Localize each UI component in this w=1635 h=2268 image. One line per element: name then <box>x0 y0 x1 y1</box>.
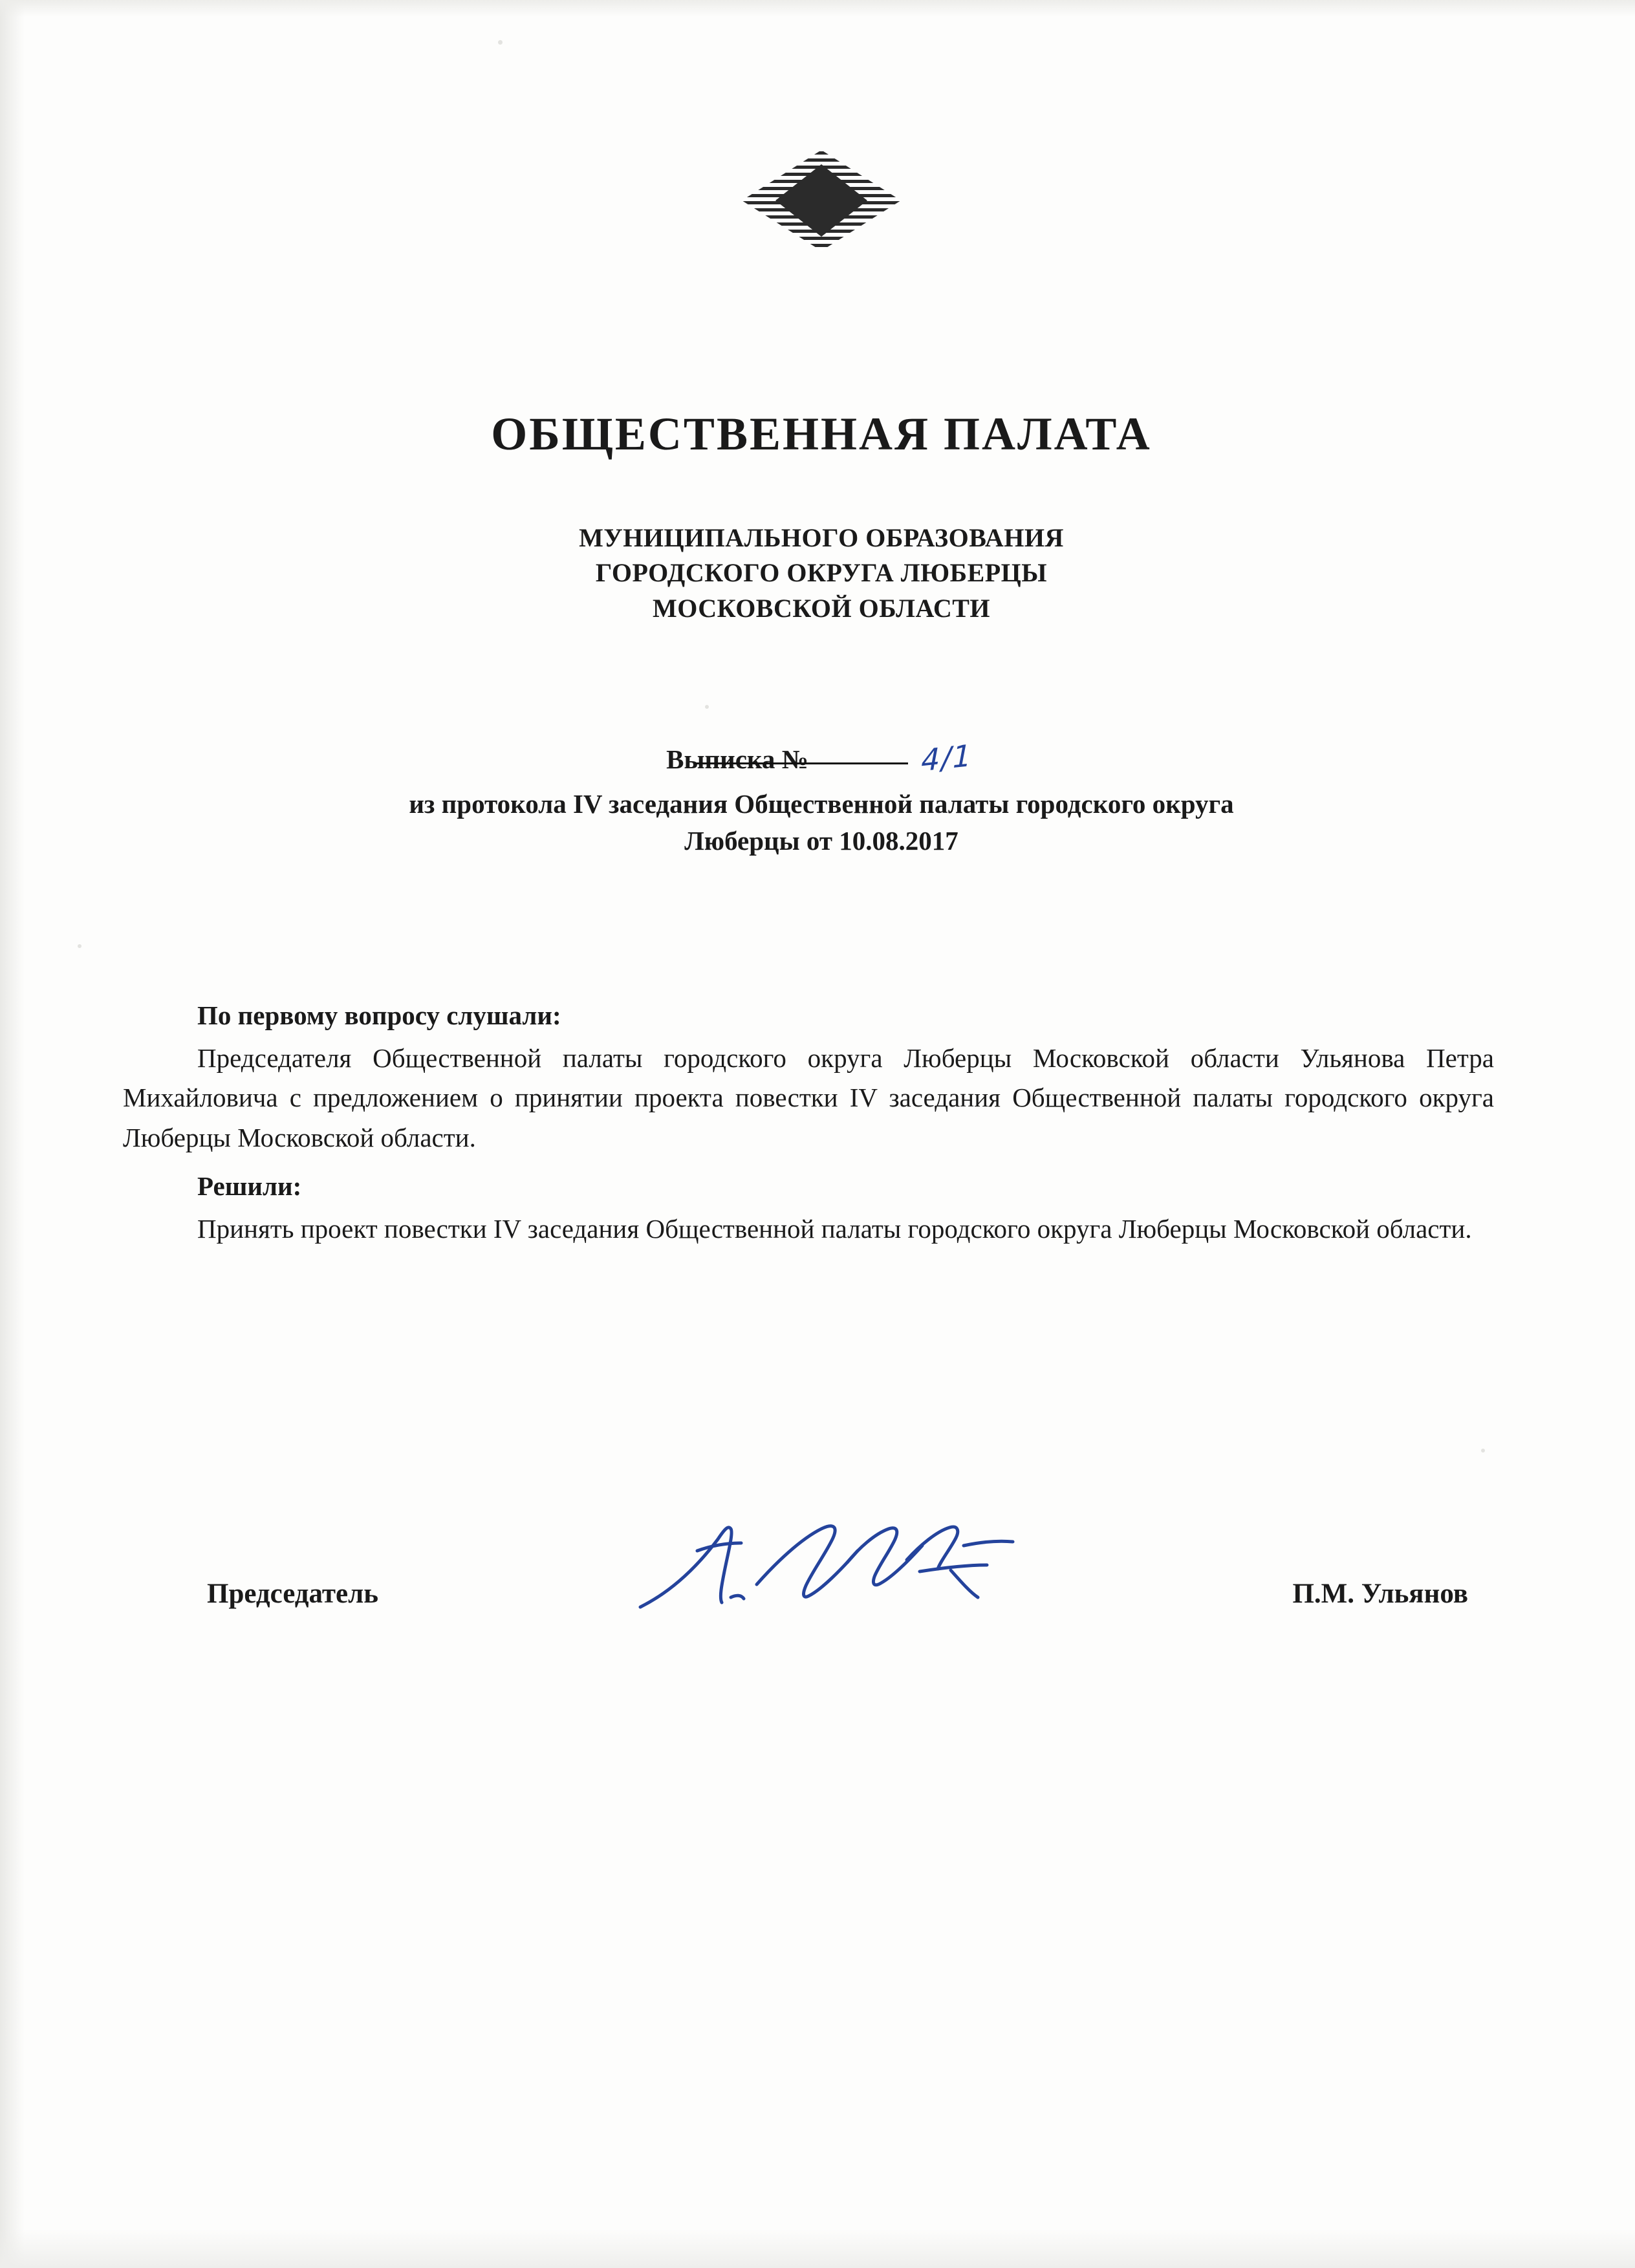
signature-role: Председатель <box>207 1579 378 1609</box>
organization-subtitle <box>116 521 1526 626</box>
scan-shadow-top <box>0 0 1635 17</box>
extract-number-row <box>116 737 1526 779</box>
heading-decided: Решили: <box>197 1171 302 1201</box>
extract-line-3: Люберцы от 10.08.2017 <box>684 826 958 856</box>
extract-number-underline <box>695 762 908 764</box>
extract-line-2: из протокола IV заседания Общественной палаты городского округа <box>409 789 1234 819</box>
signature-mark-icon <box>627 1500 1028 1636</box>
document-body <box>123 996 1494 1250</box>
scan-speck <box>498 40 503 45</box>
extract-label: Выписка № <box>666 744 808 774</box>
scan-shadow-left <box>0 0 25 2268</box>
extract-header <box>116 737 1526 860</box>
logo-container <box>116 149 1526 252</box>
page-title: ОБЩЕСТВЕННАЯ ПАЛАТА <box>491 408 1152 460</box>
subtitle-line-3: МОСКОВСКОЙ ОБЛАСТИ <box>652 593 991 623</box>
scan-shadow-bottom <box>0 2229 1635 2268</box>
paragraph-heard: Председателя Общественной палаты городского округа Люберцы Московской области Ульянова Петра Михайловича с предложением о принятии проекта повестки IV заседания Общественной палаты городского округа Люберцы Московской области. <box>123 1042 1494 1152</box>
scan-speck <box>1481 1449 1485 1453</box>
signature-name: П.М. Ульянов <box>1292 1579 1468 1609</box>
extract-number-handwritten: 4/1 <box>921 737 973 779</box>
heading-heard: По первому вопросу слушали: <box>197 1000 561 1030</box>
scan-speck <box>78 944 81 948</box>
subtitle-line-2: ГОРОДСКОГО ОКРУГА ЛЮБЕРЦЫ <box>595 558 1048 588</box>
subtitle-line-1: МУНИЦИПАЛЬНОГО ОБРАЗОВАНИЯ <box>579 523 1064 552</box>
scan-speck <box>705 705 709 709</box>
signature-block <box>123 1526 1494 1643</box>
paragraph-decided: Принять проект повестки IV заседания Общественной палаты городского округа Люберцы Московской области. <box>197 1213 1472 1244</box>
diamond-rhombus-logo-icon <box>741 149 902 252</box>
